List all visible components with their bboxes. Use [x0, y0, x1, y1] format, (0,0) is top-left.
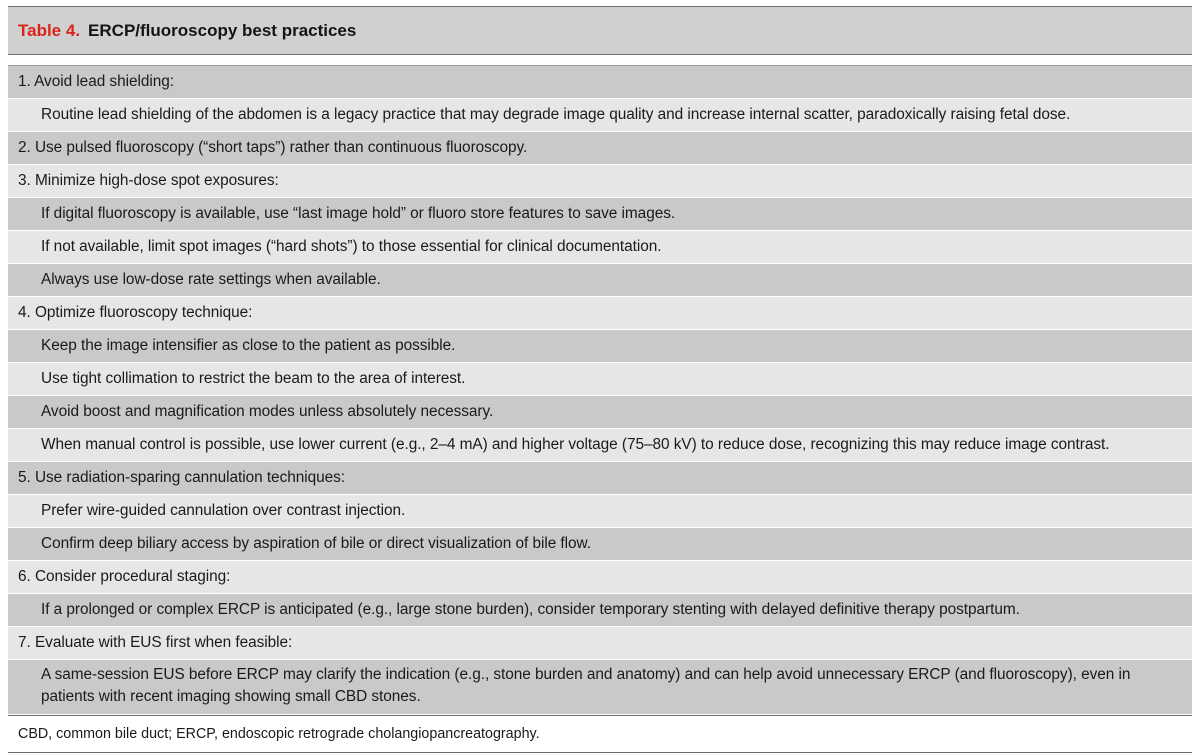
table-row-heading — [8, 165, 1192, 198]
table-row-item — [8, 363, 1192, 396]
table-row-item — [8, 594, 1192, 627]
table-row-heading — [8, 66, 1192, 99]
caption-spacer — [8, 55, 1192, 65]
table-row-heading — [8, 132, 1192, 165]
row-text: Keep the image intensifier as close to the patient as possible. — [41, 337, 456, 354]
table-number: Table 4. — [18, 20, 81, 40]
table-caption — [8, 7, 1192, 55]
table-row-item — [8, 396, 1192, 429]
row-text: Use tight collimation to restrict the beam to the area of interest. — [41, 370, 466, 387]
table-row-item — [8, 528, 1192, 561]
row-text: Prefer wire-guided cannulation over contrast injection. — [41, 502, 406, 519]
row-text: 2. Use pulsed fluoroscopy (“short taps”) rather than continuous fluoroscopy. — [18, 139, 528, 156]
table-row-item — [8, 330, 1192, 363]
row-text: 3. Minimize high-dose spot exposures: — [18, 172, 279, 189]
table-row-item — [8, 264, 1192, 297]
row-text: 1. Avoid lead shielding: — [18, 73, 174, 90]
row-text: 4. Optimize fluoroscopy technique: — [18, 304, 253, 321]
table-title: ERCP/fluoroscopy best practices — [88, 20, 357, 40]
table-footnote: CBD, common bile duct; ERCP, endoscopic retrograde cholangiopancreatography. — [8, 715, 1192, 753]
table-row-heading — [8, 561, 1192, 594]
table-row-item — [8, 495, 1192, 528]
table-row-heading — [8, 627, 1192, 660]
row-text: 5. Use radiation-sparing cannulation techniques: — [18, 469, 345, 486]
table-row-item — [8, 99, 1192, 132]
row-text: If not available, limit spot images (“hard shots”) to those essential for clinical documentation. — [41, 238, 662, 255]
table-row-item — [8, 429, 1192, 462]
table-row-heading — [8, 462, 1192, 495]
table-row-item — [8, 231, 1192, 264]
row-text: A same-session EUS before ERCP may clarify the indication (e.g., stone burden and anatomy) and can help avoid unnecessary ERCP (and fluoroscopy), even in patients with recent imaging showing small CBD stones. — [41, 666, 1131, 705]
row-text: If a prolonged or complex ERCP is anticipated (e.g., large stone burden), consider temporary stenting with delayed definitive therapy postpartum. — [41, 601, 1020, 618]
row-text: Avoid boost and magnification modes unless absolutely necessary. — [41, 403, 494, 420]
table-row-heading — [8, 297, 1192, 330]
table-row-item — [8, 198, 1192, 231]
row-text: If digital fluoroscopy is available, use “last image hold” or fluoro store features to save images. — [41, 205, 676, 222]
table-body — [8, 65, 1192, 715]
row-text: Routine lead shielding of the abdomen is a legacy practice that may degrade image quality and increase internal scatter, paradoxically raising fetal dose. — [41, 106, 1071, 123]
row-text: When manual control is possible, use lower current (e.g., 2–4 mA) and higher voltage (75–80 kV) to reduce dose, recognizing this may reduce image contrast. — [41, 436, 1110, 453]
row-text: 7. Evaluate with EUS first when feasible: — [18, 634, 293, 651]
row-text: Confirm deep biliary access by aspiration of bile or direct visualization of bile flow. — [41, 535, 591, 552]
best-practices-table — [8, 6, 1192, 753]
row-text: 6. Consider procedural staging: — [18, 568, 231, 585]
row-text: Always use low-dose rate settings when available. — [41, 271, 381, 288]
table-row-item — [8, 660, 1192, 715]
